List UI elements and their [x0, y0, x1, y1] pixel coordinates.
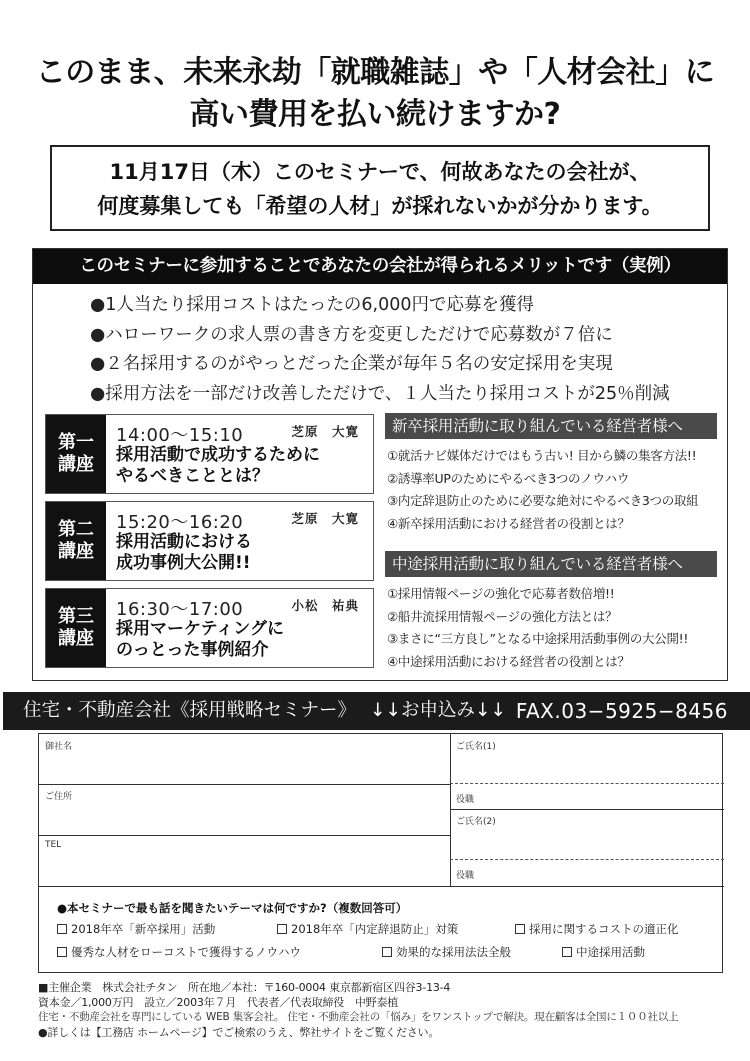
lecture-label [46, 502, 106, 580]
merit-item: ●２名採用するのがやっとだった企業が毎年５名の安定採用を実現 [90, 354, 613, 374]
lecture-speaker: 小松 祐典 [291, 598, 359, 613]
name-1-label: ご氏名(1) [456, 742, 496, 752]
lecture-title-line: やるべきこととは？ [116, 466, 269, 486]
merit-section [32, 248, 728, 681]
lecture-title [116, 619, 284, 661]
headline [0, 52, 750, 136]
lecture-time: 14:00〜15:10 [116, 425, 244, 446]
checkbox[interactable] [57, 947, 67, 957]
survey-section [57, 900, 717, 967]
lecture-1 [45, 414, 374, 494]
lecture-title-line: 採用活動における [116, 532, 252, 552]
lecture-word: 講座 [58, 541, 94, 562]
target-list [385, 583, 717, 673]
seminar-name: 住宅・不動産会社《採用戦略セミナー》 [23, 700, 357, 721]
lecture-title-line: 採用マーケティングに [116, 619, 284, 639]
tel-label: TEL [45, 840, 62, 850]
target-item: ①就活ナビ媒体だけではもう古い! 目から鱗の集客方法!! [387, 448, 697, 463]
lecture-title-line: のっとった事例紹介 [116, 640, 269, 660]
option-row [57, 921, 717, 944]
option-offer-decline-2018[interactable] [277, 921, 458, 937]
target-item: ①採用情報ページの強化で応募者数倍増!! [387, 586, 615, 601]
organizer-info [38, 980, 678, 1040]
merit-list [90, 291, 670, 409]
merit-item: ●1人当たり採用コストはたったの6,000円で応募を獲得 [90, 295, 535, 315]
lecture-label [46, 415, 106, 493]
target-list [385, 445, 717, 535]
lecture-time: 15:20〜16:20 [116, 512, 244, 533]
organizer-line: ■主催企業 株式会社チタン 所在地／本社：〒160-0004 東京都新宿区四谷3-13-4 [38, 981, 451, 994]
date-line-1: 11月17日（木）このセミナーで、何故あなたの会社が、 [109, 160, 651, 184]
application-form [38, 733, 723, 973]
lecture-number: 第二 [58, 519, 94, 540]
address-label: ご住所 [45, 792, 73, 802]
checkbox[interactable] [57, 924, 67, 934]
option-low-cost-talent[interactable] [57, 944, 301, 960]
merit-header: このセミナーに参加することであなたの会社が得られるメリットです（実例） [33, 249, 727, 284]
row-divider [39, 886, 724, 887]
lecture-title-line: 採用活動で成功するために [116, 445, 320, 465]
checkbox[interactable] [515, 924, 525, 934]
company-name-label: 御社名 [45, 742, 73, 752]
option-label: 2018年卒「新卒採用」活動 [71, 922, 216, 936]
merit-item: ●ハローワークの求人票の書き方を変更しただけで応募数が７倍に [90, 324, 613, 345]
seminar-date-box [50, 145, 710, 231]
name-2-label: ご氏名(2) [456, 817, 496, 827]
apply-label: ↓↓お申込み↓↓ [370, 700, 507, 721]
lecture-title [116, 532, 252, 574]
option-effective-methods[interactable] [382, 944, 511, 960]
lecture-number: 第一 [58, 432, 94, 453]
merit-item: ●採用方法を一部だけ改善しただけで、１人当たり採用コストが25％削減 [90, 383, 670, 404]
name-2-field[interactable] [450, 809, 724, 859]
option-cost-optimization[interactable] [515, 921, 679, 937]
target-new-grad [385, 413, 717, 535]
tel-field[interactable] [39, 835, 450, 886]
lecture-speaker: 芝原 大寛 [291, 424, 359, 439]
checkbox[interactable] [277, 924, 287, 934]
lecture-title-line: 成功事例大公開!! [116, 553, 251, 573]
target-item: ④中途採用活動における経営者の役割とは？ [387, 653, 630, 669]
lecture-number: 第三 [58, 606, 94, 627]
lecture-word: 講座 [58, 454, 94, 475]
target-header: 中途採用活動に取り組んでいる経営者様へ [385, 551, 717, 577]
company-name-field[interactable] [39, 734, 450, 784]
headline-line-2: 高い費用を払い続けますか? [189, 97, 561, 132]
position-1-label: 役職 [456, 795, 475, 805]
capital-line: 資本金／1,000万円 設立／2003年７月 代表者／代表取締役 中野泰植 [38, 996, 399, 1009]
headline-line-1: このまま、未来永劫「就職雑誌」や「人材会社」に [35, 55, 715, 90]
lecture-word: 講座 [58, 628, 94, 649]
option-label: 優秀な人材をローコストで獲得するノウハウ [71, 945, 301, 959]
target-item: ②船井流採用情報ページの強化方法とは？ [387, 608, 618, 624]
target-item: ④新卒採用活動における経営者の役割とは？ [387, 515, 630, 531]
option-new-grad-2018[interactable] [57, 921, 215, 937]
position-2-field[interactable] [450, 859, 724, 886]
lecture-3 [45, 588, 374, 668]
date-line-2: 何度募集しても「希望の人材」が採れないかが分かります。 [97, 194, 663, 218]
company-description: 住宅・不動産会社を専門にしている WEB 集客会社。 住宅・不動産会社の「悩み」をワンストップで解決。現在顧客は全国に１００社以上 [38, 1011, 679, 1023]
option-label: 中途採用活動 [576, 945, 645, 959]
address-field[interactable] [39, 784, 450, 835]
survey-question: ●本セミナーで最も話を聞きたいテーマは何ですか?（複数回答可） [57, 901, 408, 915]
target-item: ②誘導率UPのためにやるべき3つのノウハウ [387, 470, 630, 486]
checkbox[interactable] [382, 947, 392, 957]
target-item: ③まさに“三方良し”となる中途採用活動事例の大公開!! [387, 631, 689, 646]
target-item: ③内定辞退防止のために必要な絶対にやるべき3つの取組 [387, 493, 699, 508]
target-header: 新卒採用活動に取り組んでいる経営者様へ [385, 413, 717, 439]
position-1-field[interactable] [450, 783, 724, 809]
name-1-field[interactable] [450, 734, 724, 783]
website-note: ●詳しくは【工務店 ホームページ】でご検索のうえ、弊社サイトをご覧ください。 [38, 1026, 440, 1039]
checkbox[interactable] [562, 947, 572, 957]
lecture-time: 16:30〜17:00 [116, 599, 244, 620]
option-label: 採用に関するコストの適正化 [529, 922, 679, 936]
lecture-speaker: 芝原 大寛 [291, 511, 359, 526]
lecture-title [116, 445, 320, 487]
position-2-label: 役職 [456, 871, 475, 881]
fax-application-bar [3, 692, 750, 730]
option-row [57, 944, 717, 967]
option-mid-career[interactable] [562, 944, 645, 960]
target-mid-career [385, 551, 717, 673]
fax-number: FAX.03−5925−8456 [515, 699, 728, 723]
option-label: 効果的な採用法法全般 [396, 945, 511, 959]
option-label: 2018年卒「内定辞退防止」対策 [291, 922, 459, 936]
lecture-label [46, 589, 106, 667]
lecture-2 [45, 501, 374, 581]
